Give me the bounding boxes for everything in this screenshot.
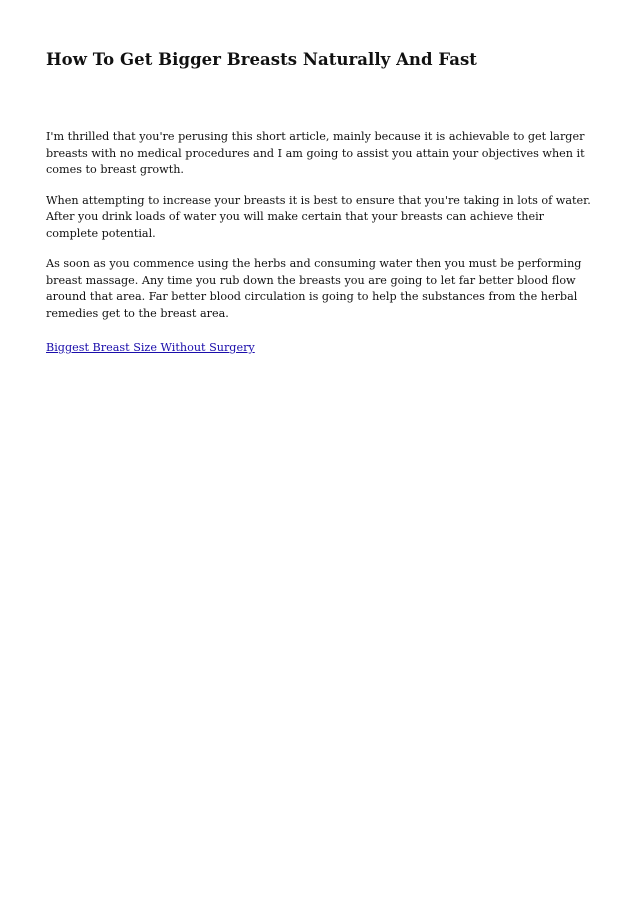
document-body xyxy=(46,129,594,357)
paragraph-2: When attempting to increase your breasts it is best to ensure that you're taking in lots of water. After you drink loads of water you will make certain that your breasts can achieve their complete potential. xyxy=(46,193,591,240)
document-title: How To Get Bigger Breasts Naturally And Fast xyxy=(46,50,477,69)
paragraph-3: As soon as you commence using the herbs and consuming water then you must be performing breast massage. Any time you rub down the breasts you are going to let far better blood flow around that area. Far better blood circulation is going to help the substances from the herbal remedies get to the breast area. xyxy=(46,257,582,320)
paragraph-1: I'm thrilled that you're perusing this short article, mainly because it is achievable to get larger breasts with no medical procedures and I am going to assist you attain your objectives when it comes to breast growth. xyxy=(46,130,585,176)
document-content xyxy=(46,48,594,357)
related-article-link[interactable]: Biggest Breast Size Without Surgery xyxy=(46,341,255,354)
